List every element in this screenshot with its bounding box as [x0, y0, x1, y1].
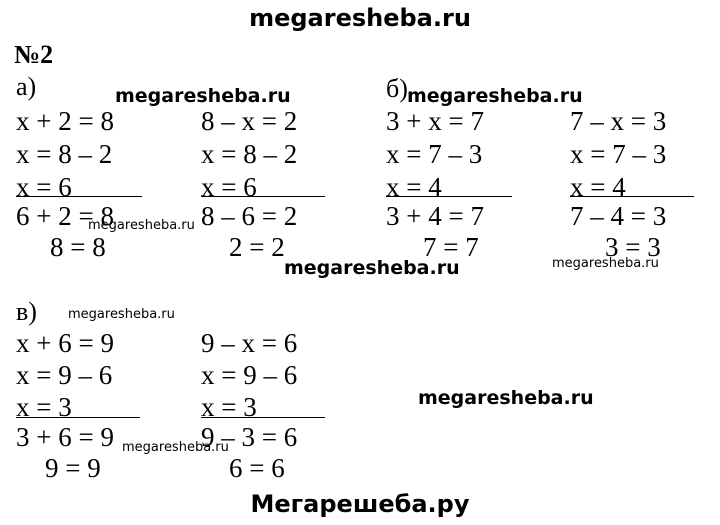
part-b-col1-line5: 7 = 7 — [423, 232, 479, 262]
watermark-b: megaresheba.ru — [407, 85, 583, 107]
part-b-col1-line4: 3 + 4 = 7 — [386, 201, 484, 231]
watermark-small-1: megaresheba.ru — [88, 218, 195, 233]
part-a-col1-rule — [16, 196, 142, 197]
part-a-col2-line3: x = 6 — [201, 172, 257, 202]
watermark-top: megaresheba.ru — [249, 4, 471, 32]
watermark-small-3: megaresheba.ru — [68, 307, 175, 322]
part-v-col2-line3: x = 3 — [201, 392, 257, 422]
part-b-col1-line1: 3 + x = 7 — [386, 106, 484, 136]
part-b-col2-line3: x = 4 — [570, 172, 626, 202]
watermark-a: megaresheba.ru — [115, 85, 291, 107]
watermark-center: megaresheba.ru — [284, 257, 460, 279]
part-v-col2-line2: x = 9 – 6 — [201, 360, 298, 390]
part-v-col1-line2: x = 9 – 6 — [16, 360, 113, 390]
part-v-col1-rule — [16, 417, 140, 418]
part-a-col2-line5: 2 = 2 — [229, 232, 285, 262]
part-v-col2-line4: 9 – 3 = 6 — [201, 422, 298, 452]
part-a-label: а) — [16, 72, 37, 101]
part-b-col2-line4: 7 – 4 = 3 — [570, 201, 667, 231]
part-b-col1-line3: x = 4 — [386, 172, 442, 202]
part-v-col2-line5: 6 = 6 — [229, 453, 285, 483]
part-a-col1-line5: 8 = 8 — [50, 232, 106, 262]
part-a-col1-line2: x = 8 – 2 — [16, 139, 113, 169]
task-number: №2 — [14, 40, 54, 69]
part-a-col1-line1: x + 2 = 8 — [16, 106, 114, 136]
part-b-col2-rule — [570, 196, 694, 197]
part-b-col2-line5: 3 = 3 — [605, 232, 661, 262]
part-b-col2-line2: x = 7 – 3 — [570, 139, 667, 169]
part-b-col1-line2: x = 7 – 3 — [386, 139, 483, 169]
watermark-small-2: megaresheba.ru — [552, 256, 659, 271]
part-b-col1-rule — [386, 196, 512, 197]
watermark-right: megaresheba.ru — [418, 387, 594, 409]
part-a-col2-line1: 8 – x = 2 — [201, 106, 298, 136]
part-a-col2-line2: x = 8 – 2 — [201, 139, 298, 169]
part-a-col1-line3: x = 6 — [16, 172, 72, 202]
part-v-col2-line1: 9 – x = 6 — [201, 328, 298, 358]
part-b-label: б) — [386, 74, 408, 103]
part-v-label: в) — [16, 297, 37, 326]
part-v-col2-rule — [201, 417, 325, 418]
part-v-col1-line4: 3 + 6 = 9 — [16, 422, 114, 452]
part-a-col2-line4: 8 – 6 = 2 — [201, 201, 298, 231]
watermark-small-4: megaresheba.ru — [122, 440, 229, 455]
watermark-bottom: Мегарешеба.ру — [250, 490, 470, 518]
part-a-col2-rule — [201, 196, 325, 197]
part-a-col1-line4: 6 + 2 = 8 — [16, 201, 114, 231]
part-v-col1-line5: 9 = 9 — [45, 453, 101, 483]
part-b-col2-line1: 7 – x = 3 — [570, 106, 667, 136]
part-v-col1-line1: x + 6 = 9 — [16, 328, 114, 358]
part-v-col1-line3: x = 3 — [16, 392, 72, 422]
